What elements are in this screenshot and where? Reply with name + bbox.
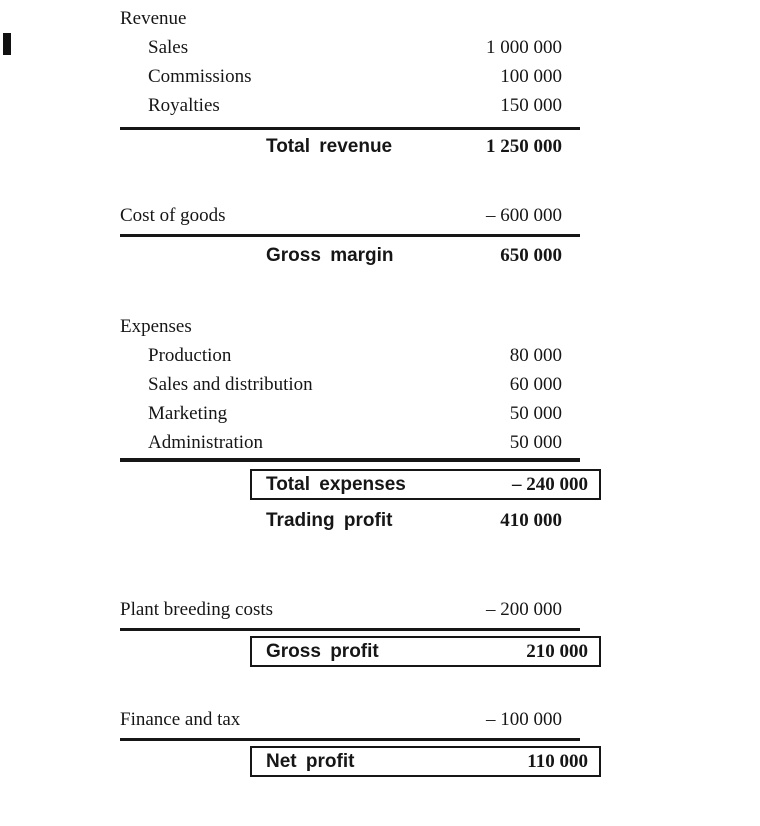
row-label-production: Production: [148, 345, 232, 366]
revenue-section-heading: Revenue: [120, 8, 187, 29]
total-expenses-value: – 240 000: [512, 473, 588, 495]
row-value-cost-of-goods: – 600 000: [486, 205, 562, 226]
rule-under-expenses-items: [120, 458, 580, 462]
expenses-section-heading: Expenses: [120, 316, 192, 337]
rule-under-finance-and-tax: [120, 738, 580, 741]
total-revenue-label: Total revenue: [266, 136, 393, 157]
net-profit-box: [250, 746, 601, 777]
row-label-administration: Administration: [148, 432, 264, 453]
gross-profit-box: [250, 636, 601, 667]
rule-under-cost-of-goods: [120, 234, 580, 237]
row-value-finance-and-tax: – 100 000: [486, 709, 562, 730]
total-revenue-value: 1 250 000: [486, 136, 562, 157]
gross-margin-value: 650 000: [500, 245, 562, 266]
row-label-cost-of-goods: Cost of goods: [120, 205, 226, 226]
scan-mark-artifact: [3, 33, 11, 55]
rule-under-plant-breeding-costs: [120, 628, 580, 631]
gross-profit-label: Gross profit: [266, 640, 379, 662]
row-label-marketing: Marketing: [148, 403, 228, 424]
row-label-sales-and-distribution: Sales and distribution: [148, 374, 313, 395]
net-profit-value: 110 000: [527, 750, 588, 772]
trading-profit-value: 410 000: [500, 510, 562, 531]
row-value-royalties: 150 000: [500, 95, 562, 116]
row-value-plant-breeding-costs: – 200 000: [486, 599, 562, 620]
row-value-sales-and-distribution: 60 000: [509, 374, 562, 395]
row-value-marketing: 50 000: [509, 403, 562, 424]
gross-profit-value: 210 000: [526, 640, 588, 662]
rule-under-revenue-items: [120, 127, 580, 130]
row-label-finance-and-tax: Finance and tax: [120, 709, 241, 730]
row-label-commissions: Commissions: [148, 66, 252, 87]
net-profit-label: Net profit: [266, 750, 355, 772]
trading-profit-label: Trading profit: [266, 510, 393, 531]
row-label-plant-breeding-costs: Plant breeding costs: [120, 599, 274, 620]
total-expenses-box: [250, 469, 601, 500]
row-label-sales: Sales: [148, 37, 189, 58]
row-label-royalties: Royalties: [148, 95, 220, 116]
row-value-production: 80 000: [509, 345, 562, 366]
gross-margin-label: Gross margin: [266, 245, 394, 266]
row-value-administration: 50 000: [509, 432, 562, 453]
total-expenses-label: Total expenses: [266, 473, 406, 495]
row-value-commissions: 100 000: [500, 66, 562, 87]
row-value-sales: 1 000 000: [486, 37, 562, 58]
